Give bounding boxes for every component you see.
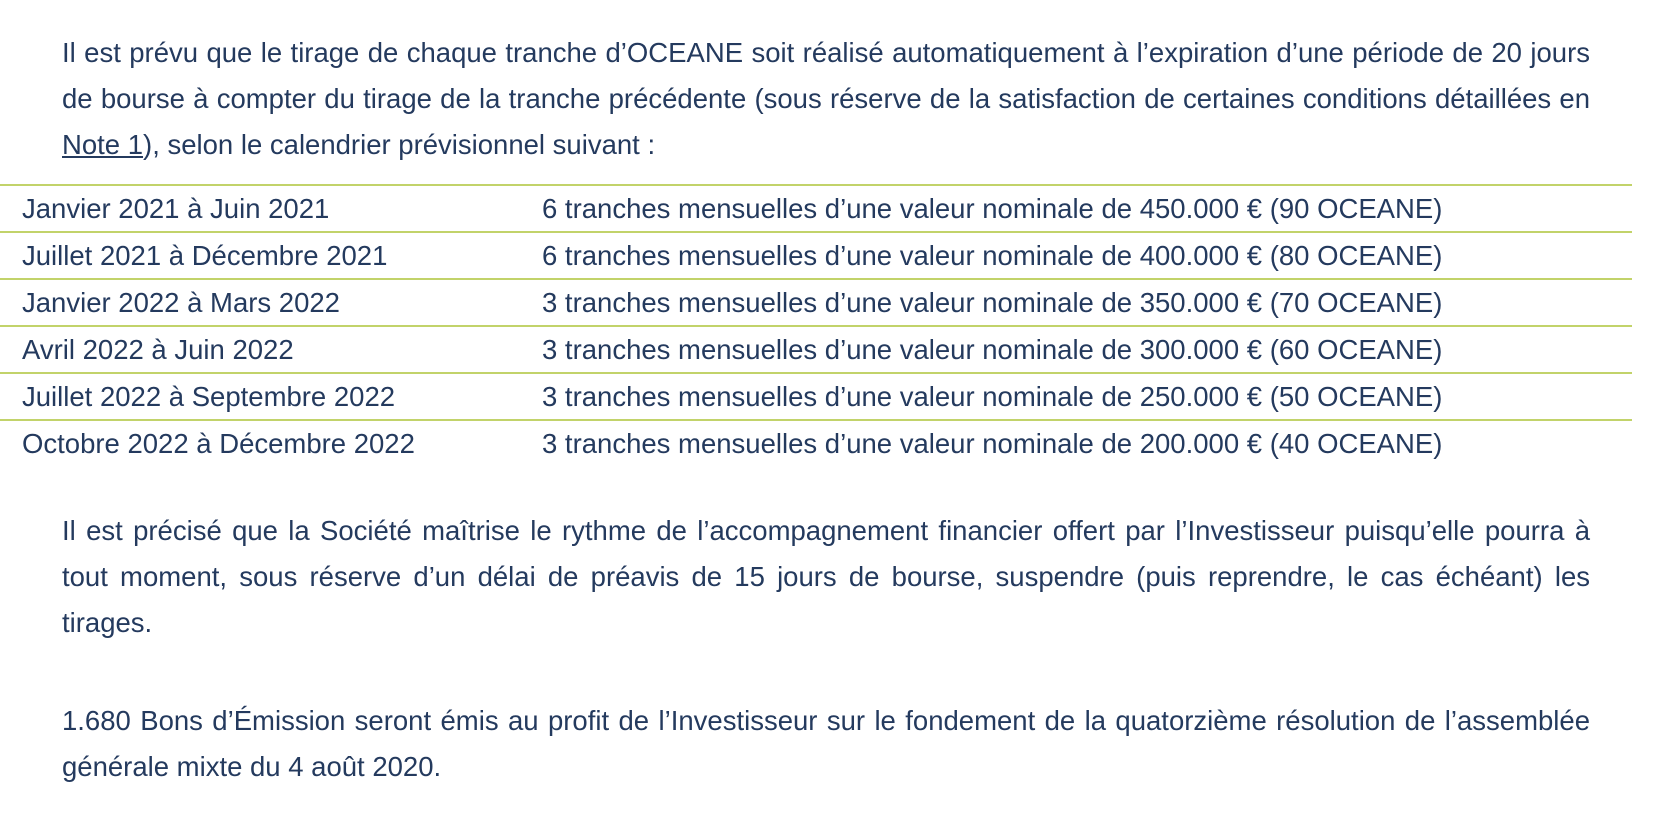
period-cell: Avril 2022 à Juin 2022	[0, 326, 542, 373]
table-row	[0, 232, 1632, 279]
table-row	[0, 185, 1632, 232]
period-cell: Juillet 2021 à Décembre 2021	[0, 232, 542, 279]
detail-cell: 3 tranches mensuelles d’une valeur nominale de 250.000 € (50 OCEANE)	[542, 373, 1632, 420]
detail-cell: 6 tranches mensuelles d’une valeur nominale de 400.000 € (80 OCEANE)	[542, 232, 1632, 279]
note-1-link[interactable]: Note 1	[62, 129, 144, 160]
table-row	[0, 420, 1632, 466]
suspension-paragraph: Il est précisé que la Société maîtrise le rythme de l’accompagnement financier offert par l’Investisseur puisqu’elle pourra à tout moment, sous réserve d’un délai de préavis de 15 jours de bourse, suspendre (puis reprendre, le cas échéant) les tirages.	[62, 515, 1590, 638]
table-row	[0, 326, 1632, 373]
warrants-paragraph: 1.680 Bons d’Émission seront émis au profit de l’Investisseur sur le fondement de la quatorzième résolution de l’assemblée générale mixte du 4 août 2020.	[62, 705, 1590, 782]
period-cell: Octobre 2022 à Décembre 2022	[22, 427, 415, 459]
period-cell: Janvier 2022 à Mars 2022	[0, 279, 542, 326]
detail-cell: 3 tranches mensuelles d’une valeur nominale de 350.000 € (70 OCEANE)	[542, 279, 1632, 326]
table-row	[0, 279, 1632, 326]
schedule-table	[0, 184, 1632, 466]
period-cell: Janvier 2021 à Juin 2021	[0, 185, 542, 232]
intro-text-end: ), selon le calendrier prévisionnel suivant :	[143, 129, 656, 160]
intro-text: Il est prévu que le tirage de chaque tranche d’OCEANE soit réalisé automatiquement à l’expiration d’une période de 20 jours de bourse à compter du tirage de la tranche précédente (sous réserve de la satisfaction de certaines conditions détaillées en	[62, 37, 1590, 114]
table-row	[0, 373, 1632, 420]
detail-cell: 3 tranches mensuelles d’une valeur nominale de 300.000 € (60 OCEANE)	[542, 326, 1632, 373]
period-cell: Juillet 2022 à Septembre 2022	[0, 373, 542, 420]
intro-paragraph	[62, 30, 1590, 168]
detail-cell: 6 tranches mensuelles d’une valeur nominale de 450.000 € (90 OCEANE)	[542, 185, 1632, 232]
detail-cell: 3 tranches mensuelles d’une valeur nominale de 200.000 € (40 OCEANE)	[542, 427, 1443, 459]
